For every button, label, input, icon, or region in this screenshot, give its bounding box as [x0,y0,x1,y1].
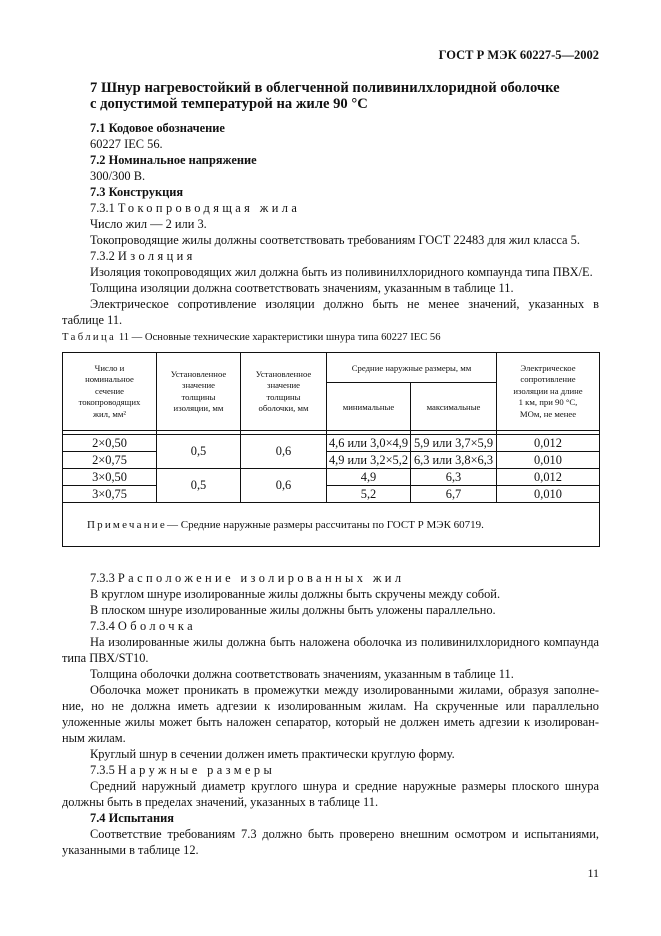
paragraph-continuation: таблице 11. [62,313,123,327]
heading-7-1: 7.1 Кодовое обозначение [90,121,225,135]
document-id: ГОСТ Р МЭК 60227-5—2002 [438,48,599,62]
subsection-title: Оболочка [117,619,196,633]
paragraph-continuation: ние, но не должна иметь адгезии к изолированным жилам. На скрученные или параллельно [62,699,599,713]
heading-7-2: 7.2 Номинальное напряжение [90,153,257,167]
paragraph: Толщина изоляции должна соответствовать значениям, указанным в таблице 11. [90,281,514,295]
page-number: 11 [587,866,599,880]
cell-sheath: 0,6 [241,435,327,469]
paragraph: На изолированные жилы должна быть наложена оболочка из поливинилхлоридного компаунда [90,635,599,649]
cell-min: 5,2 [327,486,411,503]
heading-7-4: 7.4 Испытания [90,811,174,825]
cell-max: 6,3 или 3,8×6,3 [411,452,497,469]
header-cores: Число и номинальное сечение токопроводящих жил, мм² [63,353,157,431]
paragraph: Электрическое сопротивление изоляции должно быть не менее значений, указанных в [90,297,599,311]
cell-cores: 2×0,50 [63,435,157,452]
paragraph: Изоляция токопроводящих жил должна быть из поливинилхлоридного компаунда типа ПВХ/Е. [90,265,593,279]
subsection-title: Токопроводящая жила [117,201,301,215]
cell-resistance: 0,012 [497,469,600,486]
header-resistance: Электрическое сопротивление изоляции на длине 1 км, при 90 °С, МОм, не менее [497,353,600,431]
subsection-number: 7.3.5 [90,763,115,777]
cell-max: 5,9 или 3,7×5,9 [411,435,497,452]
header-min: минимальные [327,383,411,431]
subsection-title: Наружные размеры [117,763,276,777]
table-row [63,469,600,486]
cell-min: 4,9 или 3,2×5,2 [327,452,411,469]
table-row [63,452,600,469]
heading-7-3-5 [90,762,275,778]
heading-7-3: 7.3 Конструкция [90,185,184,199]
cell-sheath: 0,6 [241,469,327,503]
header-insulation: Установленное значение толщины изоляции, мм [157,353,241,431]
paragraph: В круглом шнуре изолированные жилы должны быть скручены между собой. [90,587,501,601]
subsection-number: 7.3.1 [90,201,115,215]
cell-min: 4,6 или 3,0×4,9 [327,435,411,452]
paragraph: Соответствие требованиям 7.3 должно быть проверено внешним осмотром и испытаниями, [90,827,599,841]
subsection-number: 7.3.2 [90,249,115,263]
cell-min: 4,9 [327,469,411,486]
table-caption [62,332,441,343]
table-note-label: Примечание [87,518,167,531]
section-title-line1: 7 Шнур нагревостойкий в облегченной поливинилхлоридной оболочке [90,80,560,96]
paragraph-continuation: указанными в таблице 12. [62,843,199,857]
cell-resistance: 0,010 [497,452,600,469]
paragraph-continuation: уложенные жилы может быть наложен сепаратор, который не должен иметь адгезии к изолирован- [62,715,599,729]
cell-cores: 3×0,75 [63,486,157,503]
paragraph: Оболочка может проникать в промежутки между изолированными жилами, образуя заполне- [90,683,599,697]
table-note-text: — Средние наружные размеры рассчитаны по ГОСТ Р МЭК 60719. [166,518,484,531]
paragraph-continuation: должны быть в пределах значений, указанных в таблице 11. [62,795,379,809]
cell-insulation: 0,5 [157,469,241,503]
table-row [63,435,600,452]
paragraph: Толщина оболочки должна соответствовать значениям, указанным в таблице 11. [90,667,514,681]
heading-7-3-2 [90,248,196,264]
table-note [63,503,600,547]
subsection-number: 7.3.3 [90,571,115,585]
cell-max: 6,7 [411,486,497,503]
subsection-number: 7.3.4 [90,619,115,633]
cell-max: 6,3 [411,469,497,486]
table-caption-label: Таблица [62,332,117,343]
heading-7-3-4 [90,618,196,634]
paragraph: Средний наружный диаметр круглого шнура и средние наружные размеры плоского шнура [90,779,599,793]
paragraph-continuation: ным жилам. [62,731,126,745]
heading-7-3-1 [90,200,300,216]
subsection-title: Расположение изолированных жил [117,571,405,585]
paragraph-continuation: типа ПВХ/ST10. [62,651,149,665]
cell-resistance: 0,010 [497,486,600,503]
section-title [90,80,610,112]
header-max: максимальные [411,383,497,431]
rated-voltage: 300/300 В. [90,169,146,183]
subsection-title: Изоляция [117,249,196,263]
section-title-line2: с допустимой температурой на жиле 90 °С [90,96,368,112]
paragraph: Круглый шнур в сечении должен иметь практически круглую форму. [90,747,455,761]
paragraph: Токопроводящие жилы должны соответствовать требованиям ГОСТ 22483 для жил класса 5. [90,233,580,247]
specs-table [62,352,600,547]
paragraph: В плоском шнуре изолированные жилы должны быть уложены параллельно. [90,603,496,617]
table-row [63,486,600,503]
paragraph: Число жил — 2 или 3. [90,217,207,231]
cell-resistance: 0,012 [497,435,600,452]
cell-cores: 2×0,75 [63,452,157,469]
cell-insulation: 0,5 [157,435,241,469]
header-dimensions: Средние наружные размеры, мм [327,353,497,383]
code-designation: 60227 IEC 56. [90,137,163,151]
header-sheath: Установленное значение толщины оболочки, мм [241,353,327,431]
table-caption-text: 11 — Основные технические характеристики шнура типа 60227 IEC 56 [118,332,441,343]
cell-cores: 3×0,50 [63,469,157,486]
heading-7-3-3 [90,570,404,586]
